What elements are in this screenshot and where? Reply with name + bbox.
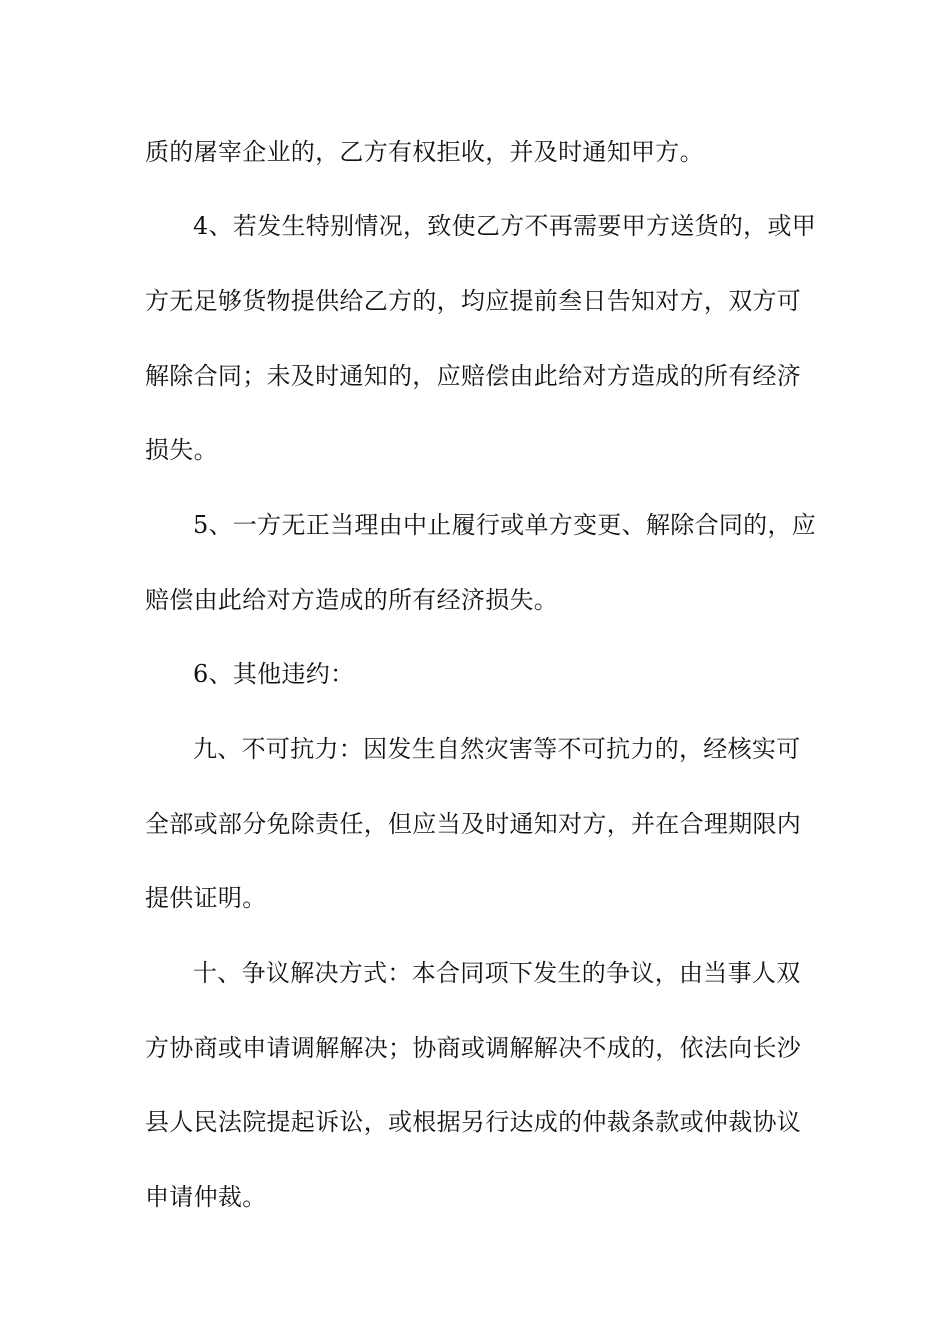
text-line: 质的屠宰企业的，乙方有权拒收，并及时通知甲方。 xyxy=(145,138,704,166)
text-line: 提供证明。 xyxy=(145,884,267,912)
clause-6-line: 6、其他违约： xyxy=(193,660,355,688)
section-10-line: 十、争议解决方式：本合同项下发生的争议，由当事人双 xyxy=(193,959,801,987)
text-line: 解除合同；未及时通知的，应赔偿由此给对方造成的所有经济 xyxy=(145,362,802,390)
text-line: 损失。 xyxy=(145,436,218,464)
text-line: 方协商或申请调解解决；协商或调解解决不成的，依法向长沙 xyxy=(145,1034,802,1062)
text-line: 赔偿由此给对方造成的所有经济损失。 xyxy=(145,586,559,614)
text-line: 方无足够货物提供给乙方的，均应提前叁日告知对方，双方可 xyxy=(145,287,802,315)
text-line: 申请仲裁。 xyxy=(145,1183,267,1211)
section-9-line: 九、不可抗力：因发生自然灾害等不可抗力的，经核实可 xyxy=(193,735,801,763)
text-line: 县人民法院提起诉讼，或根据另行达成的仲裁条款或仲裁协议 xyxy=(145,1108,802,1136)
text-line: 全部或部分免除责任，但应当及时通知对方，并在合理期限内 xyxy=(145,810,802,838)
clause-5-line: 5、一方无正当理由中止履行或单方变更、解除合同的，应 xyxy=(193,511,817,539)
clause-4-line: 4、若发生特别情况，致使乙方不再需要甲方送货的，或甲 xyxy=(193,212,817,240)
